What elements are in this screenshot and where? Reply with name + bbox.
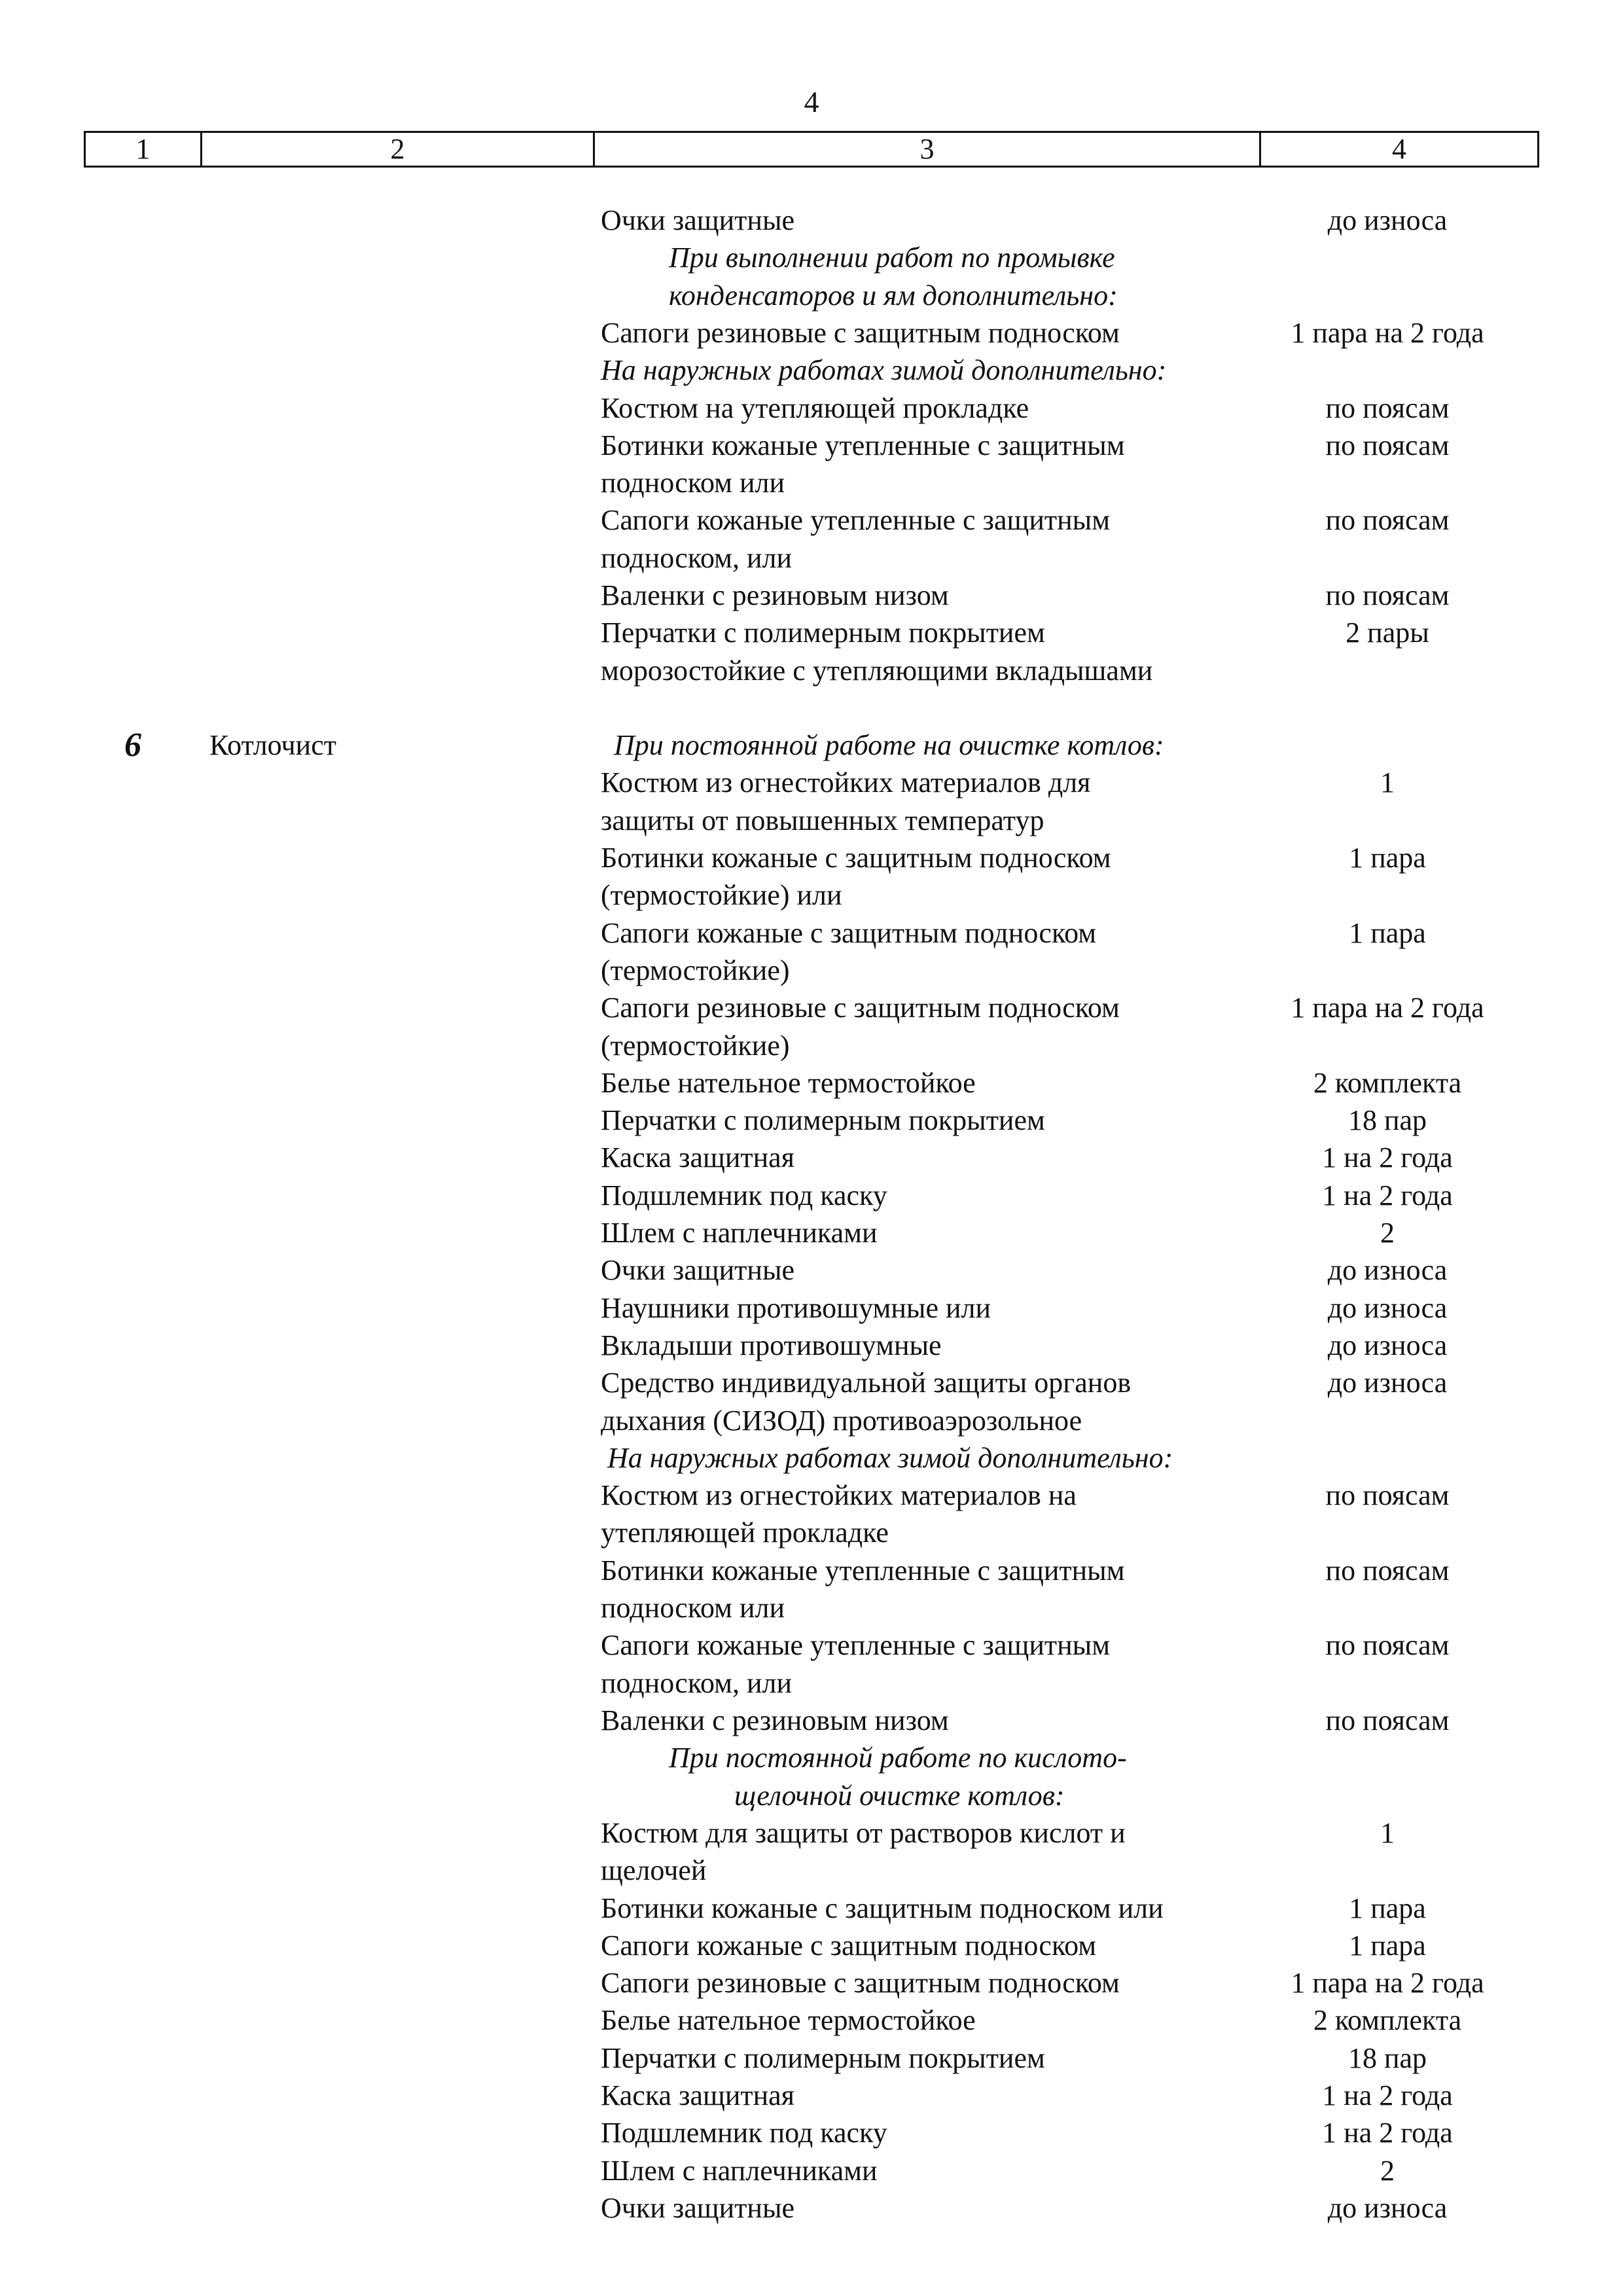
table-row bbox=[0, 1514, 1623, 1551]
table-row bbox=[0, 1927, 1623, 1964]
table-row bbox=[0, 1477, 1623, 1514]
item-name: Очки защитные bbox=[601, 204, 795, 236]
item-quantity: 1 на 2 года bbox=[1322, 1179, 1453, 1211]
table-row bbox=[0, 2077, 1623, 2114]
item-quantity: 1 на 2 года bbox=[1322, 1141, 1453, 1174]
item-quantity: по поясам bbox=[1325, 1704, 1450, 1736]
item-quantity: по поясам bbox=[1325, 429, 1450, 461]
section-heading: щелочной очистке котлов: bbox=[734, 1780, 1065, 1812]
item-name: (термостойкие) bbox=[601, 954, 790, 986]
header-col-1: 1 bbox=[86, 133, 202, 166]
item-quantity: 18 пар bbox=[1347, 2042, 1427, 2074]
table-row bbox=[0, 1964, 1623, 2001]
table-row bbox=[0, 2039, 1623, 2077]
table-header bbox=[84, 131, 1539, 168]
table-row bbox=[0, 614, 1623, 651]
item-name: Ботинки кожаные с защитным подноском или bbox=[601, 1892, 1164, 1924]
profession-name: Котлочист bbox=[209, 729, 336, 761]
table-row bbox=[0, 1814, 1623, 1852]
section-heading: На наружных работах зимой дополнительно: bbox=[607, 1442, 1173, 1474]
section-heading: На наружных работах зимой дополнительно: bbox=[601, 354, 1167, 386]
item-quantity: 1 пара на 2 года bbox=[1291, 992, 1484, 1024]
item-quantity: по поясам bbox=[1325, 1629, 1450, 1661]
table-row bbox=[0, 1289, 1623, 1327]
header-col-4: 4 bbox=[1392, 133, 1406, 165]
item-name: Подшлемник под каску bbox=[601, 1179, 887, 1211]
table-row bbox=[0, 839, 1623, 876]
item-name: Белье нательное термостойкое bbox=[601, 2004, 976, 2036]
page-number: 4 bbox=[804, 85, 819, 118]
item-name: Валенки с резиновым низом bbox=[601, 1704, 949, 1736]
table-row bbox=[0, 1402, 1623, 1439]
item-name: Костюм для защиты от растворов кислот и bbox=[601, 1817, 1126, 1849]
item-name: Наушники противошумные или bbox=[601, 1292, 991, 1324]
section-heading: конденсаторов и ям дополнительно: bbox=[669, 279, 1118, 312]
item-name: Валенки с резиновым низом bbox=[601, 579, 949, 611]
item-name: Шлем с наплечниками bbox=[601, 2155, 878, 2187]
table-row bbox=[0, 389, 1623, 427]
item-quantity: по поясам bbox=[1325, 1479, 1450, 1511]
item-name: Каска защитная bbox=[601, 1141, 794, 1174]
item-name: подноском или bbox=[601, 467, 785, 499]
table-row bbox=[0, 1852, 1623, 1889]
item-name: Очки защитные bbox=[601, 2192, 795, 2224]
item-quantity: 1 bbox=[1380, 766, 1395, 798]
table-row bbox=[0, 351, 1623, 389]
table-row bbox=[0, 314, 1623, 351]
item-name: Ботинки кожаные утепленные с защитным bbox=[601, 429, 1125, 461]
table-row bbox=[0, 1702, 1623, 1739]
item-name: Сапоги кожаные с защитным подноском bbox=[601, 917, 1097, 949]
table-row bbox=[0, 501, 1623, 539]
table-row bbox=[0, 652, 1623, 689]
table-row bbox=[0, 1139, 1623, 1176]
item-quantity: по поясам bbox=[1325, 504, 1450, 536]
table-row bbox=[0, 1890, 1623, 1927]
table-row bbox=[0, 764, 1623, 801]
item-name: Костюм из огнестойких материалов на bbox=[601, 1479, 1077, 1511]
item-quantity: до износа bbox=[1327, 2192, 1448, 2224]
item-name: Перчатки с полимерным покрытием bbox=[601, 2042, 1045, 2074]
item-quantity: до износа bbox=[1327, 1329, 1448, 1361]
table-row bbox=[0, 1251, 1623, 1289]
item-name: (термостойкие) или bbox=[601, 879, 842, 911]
item-quantity: до износа bbox=[1327, 1254, 1448, 1286]
table-row bbox=[0, 239, 1623, 276]
section-heading: При постоянной работе по кислото- bbox=[669, 1742, 1127, 1774]
item-quantity: до износа bbox=[1327, 204, 1448, 236]
item-quantity: 1 bbox=[1380, 1817, 1395, 1849]
table-row bbox=[0, 2152, 1623, 2189]
table-row bbox=[0, 1102, 1623, 1139]
table-row bbox=[0, 1439, 1623, 1477]
item-name: Подшлемник под каску bbox=[601, 2117, 887, 2149]
item-name: Средство индивидуальной защиты органов bbox=[601, 1367, 1132, 1399]
item-name: Вкладыши противошумные bbox=[601, 1329, 942, 1361]
item-quantity: по поясам bbox=[1325, 392, 1450, 424]
table-row bbox=[0, 539, 1623, 577]
table-row bbox=[0, 1552, 1623, 1589]
item-quantity: 1 пара на 2 года bbox=[1291, 1967, 1484, 1999]
header-col-2: 2 bbox=[202, 133, 595, 166]
item-quantity: 1 на 2 года bbox=[1322, 2079, 1453, 2111]
item-quantity: 2 bbox=[1380, 2155, 1395, 2187]
table-row bbox=[0, 989, 1623, 1026]
table-row bbox=[0, 1064, 1623, 1102]
item-name: дыхания (СИЗОД) противоаэрозольное bbox=[601, 1405, 1082, 1437]
item-quantity: по поясам bbox=[1325, 579, 1450, 611]
table-row bbox=[0, 1177, 1623, 1214]
item-name: Сапоги резиновые с защитным подноском bbox=[601, 1967, 1120, 1999]
item-quantity: 2 комплекта bbox=[1313, 1067, 1462, 1099]
table-row bbox=[0, 1626, 1623, 1664]
item-quantity: 1 на 2 года bbox=[1322, 2117, 1453, 2149]
item-name: Сапоги кожаные с защитным подноском bbox=[601, 1929, 1097, 1962]
table-row bbox=[0, 277, 1623, 314]
item-quantity: 1 пара bbox=[1349, 1929, 1426, 1962]
table-row bbox=[0, 726, 1623, 764]
table-row bbox=[0, 876, 1623, 914]
table-row bbox=[0, 1777, 1623, 1814]
item-quantity: 1 пара bbox=[1349, 917, 1426, 949]
table-row bbox=[0, 2114, 1623, 2151]
item-name: Шлем с наплечниками bbox=[601, 1217, 878, 1249]
item-name: подноском или bbox=[601, 1592, 785, 1624]
section-heading: При выполнении работ по промывке bbox=[669, 242, 1115, 274]
item-quantity: 2 комплекта bbox=[1313, 2004, 1462, 2036]
table-row bbox=[0, 1739, 1623, 1776]
item-quantity: 2 bbox=[1380, 1217, 1395, 1249]
item-name: Сапоги кожаные утепленные с защитным bbox=[601, 1629, 1111, 1661]
table-row bbox=[0, 1664, 1623, 1702]
item-quantity: по поясам bbox=[1325, 1554, 1450, 1587]
table-row bbox=[0, 577, 1623, 614]
item-quantity: до износа bbox=[1327, 1292, 1448, 1324]
table-row bbox=[0, 1364, 1623, 1401]
header-col-3: 3 bbox=[595, 133, 1261, 166]
table-row bbox=[0, 1027, 1623, 1064]
item-quantity: 1 пара bbox=[1349, 842, 1426, 874]
table-row bbox=[0, 802, 1623, 839]
item-name: Костюм из огнестойких материалов для bbox=[601, 766, 1091, 798]
table-row bbox=[0, 202, 1623, 239]
item-name: (термостойкие) bbox=[601, 1030, 790, 1062]
item-quantity: 1 пара на 2 года bbox=[1291, 317, 1484, 349]
section-heading: При постоянной работе на очистке котлов: bbox=[614, 729, 1164, 761]
item-name: Сапоги резиновые с защитным подноском bbox=[601, 317, 1120, 349]
item-name: Сапоги кожаные утепленные с защитным bbox=[601, 504, 1111, 536]
item-quantity: 1 пара bbox=[1349, 1892, 1426, 1924]
table-row bbox=[0, 1214, 1623, 1251]
item-name: утепляющей прокладке bbox=[601, 1516, 889, 1549]
table-row bbox=[0, 427, 1623, 464]
item-quantity: 18 пар bbox=[1347, 1104, 1427, 1136]
item-name: Каска защитная bbox=[601, 2079, 794, 2111]
item-name: Перчатки с полимерным покрытием bbox=[601, 617, 1045, 649]
item-quantity: 2 пары bbox=[1346, 617, 1429, 649]
table-row bbox=[0, 1327, 1623, 1364]
item-name: Ботинки кожаные утепленные с защитным bbox=[601, 1554, 1125, 1587]
item-name: подноском, или bbox=[601, 542, 793, 574]
table-row bbox=[0, 952, 1623, 989]
item-name: Костюм на утепляющей прокладке bbox=[601, 392, 1029, 424]
item-name: Перчатки с полимерным покрытием bbox=[601, 1104, 1045, 1136]
item-name: Белье нательное термостойкое bbox=[601, 1067, 976, 1099]
item-name: защиты от повышенных температур bbox=[601, 804, 1044, 836]
item-name: Очки защитные bbox=[601, 1254, 795, 1286]
item-name: подноском, или bbox=[601, 1667, 793, 1699]
row-number: 6 bbox=[124, 726, 141, 764]
table-row bbox=[0, 1589, 1623, 1626]
table-row bbox=[0, 2189, 1623, 2227]
table-row bbox=[0, 914, 1623, 952]
table-row bbox=[0, 464, 1623, 501]
table-row bbox=[0, 2001, 1623, 2039]
item-name: щелочей bbox=[601, 1854, 707, 1886]
item-name: Сапоги резиновые с защитным подноском bbox=[601, 992, 1120, 1024]
item-name: морозостойкие с утепляющими вкладышами bbox=[601, 655, 1153, 687]
item-quantity: до износа bbox=[1327, 1367, 1448, 1399]
item-name: Ботинки кожаные с защитным подноском bbox=[601, 842, 1111, 874]
